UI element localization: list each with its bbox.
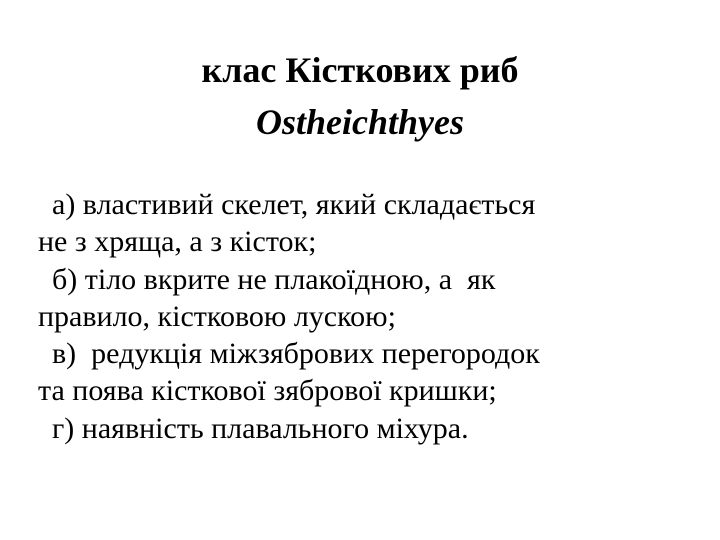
body-line-b-part2: правило, кістковою лускою;	[38, 299, 396, 333]
body-line-d: г) наявність плавального міхура.	[52, 411, 469, 445]
title-line-latin-name: Ostheichthyes	[255, 102, 464, 142]
body-line-a-part2: не з хряща, а з кісток;	[38, 225, 317, 259]
body-line-c-part1: в) редукція міжзябрових перегородок	[52, 337, 540, 371]
body-line-a-part1: а) властивий скелет, який складається	[52, 188, 536, 221]
body-line-c-part2: та поява кісткової зябрової кришки;	[38, 374, 497, 408]
body-line-b-part1: б) тіло вкрите не плакоїдною, а як	[52, 262, 496, 296]
slide-body-text	[38, 186, 708, 447]
title-line-class-name: клас Кісткових риб	[201, 50, 519, 90]
slide-title	[0, 44, 720, 148]
